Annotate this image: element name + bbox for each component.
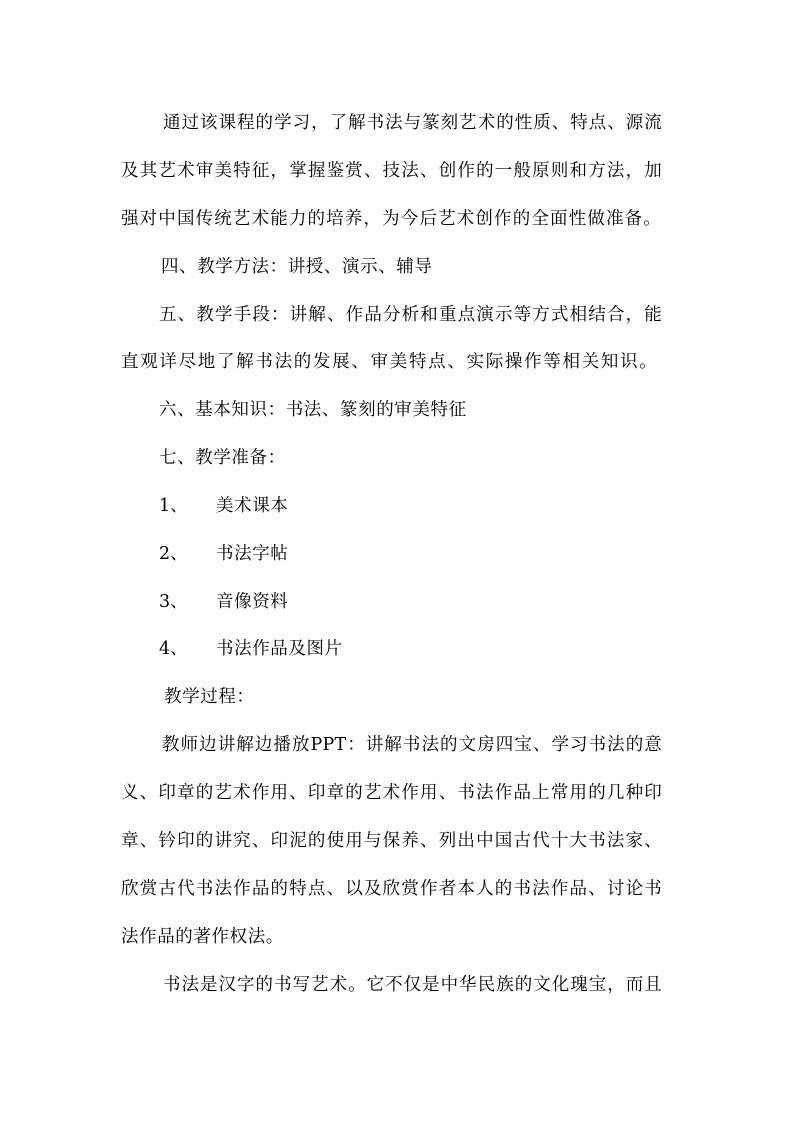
paragraph-1-line-2: 及其艺术审美特征，掌握鉴赏、技法、创作的一般原则和方法，加 [121,161,662,181]
process-paragraph-line-5: 法作品的著作权法。 [121,927,284,947]
prep-item-3-number: 3、 [159,592,188,612]
prep-item-4-text: 书法作品及图片 [216,639,343,659]
teaching-process-heading: 教学过程： [164,687,255,707]
section-7-teaching-preparation: 七、教学准备： [159,448,286,468]
paragraph-1-line-1: 通过该课程的学习，了解书法与篆刻艺术的性质、特点、源流 [163,113,662,133]
section-5-line-1: 五、教学手段：讲解、作品分析和重点演示等方式相结合，能 [159,305,662,325]
section-4-teaching-methods: 四、教学方法：讲授、演示、辅导 [161,257,433,277]
process-paragraph-line-3: 章、钤印的讲究、印泥的使用与保养、列出中国古代十大书法家、 [121,831,662,851]
process-paragraph-line-2: 义、印章的艺术作用、印章的艺术作用、书法作品上常用的几种印 [121,783,662,803]
prep-item-2-text: 书法字帖 [216,544,289,564]
prep-item-3-text: 音像资料 [216,592,289,612]
process-paragraph-line-1: 教师边讲解边播放PPT：讲解书法的文房四宝、学习书法的意 [162,735,662,755]
section-6-basic-knowledge: 六、基本知识：书法、篆刻的审美特征 [159,400,467,420]
paragraph-1-line-3: 强对中国传统艺术能力的培养，为今后艺术创作的全面性做准备。 [121,209,661,229]
prep-item-1-text: 美术课本 [216,496,289,516]
prep-item-2-number: 2、 [159,544,188,564]
process-paragraph-line-4: 欣赏古代书法作品的特点、以及欣赏作者本人的书法作品、讨论书 [121,879,662,899]
calligraphy-paragraph-line-1: 书法是汉字的书写艺术。它不仅是中华民族的文化瑰宝，而且 [163,975,662,995]
prep-item-4-number: 4、 [159,639,188,659]
prep-item-1-number: 1、 [159,496,188,516]
section-5-line-2: 直观详尽地了解书法的发展、审美特点、实际操作等相关知识。 [121,352,657,372]
